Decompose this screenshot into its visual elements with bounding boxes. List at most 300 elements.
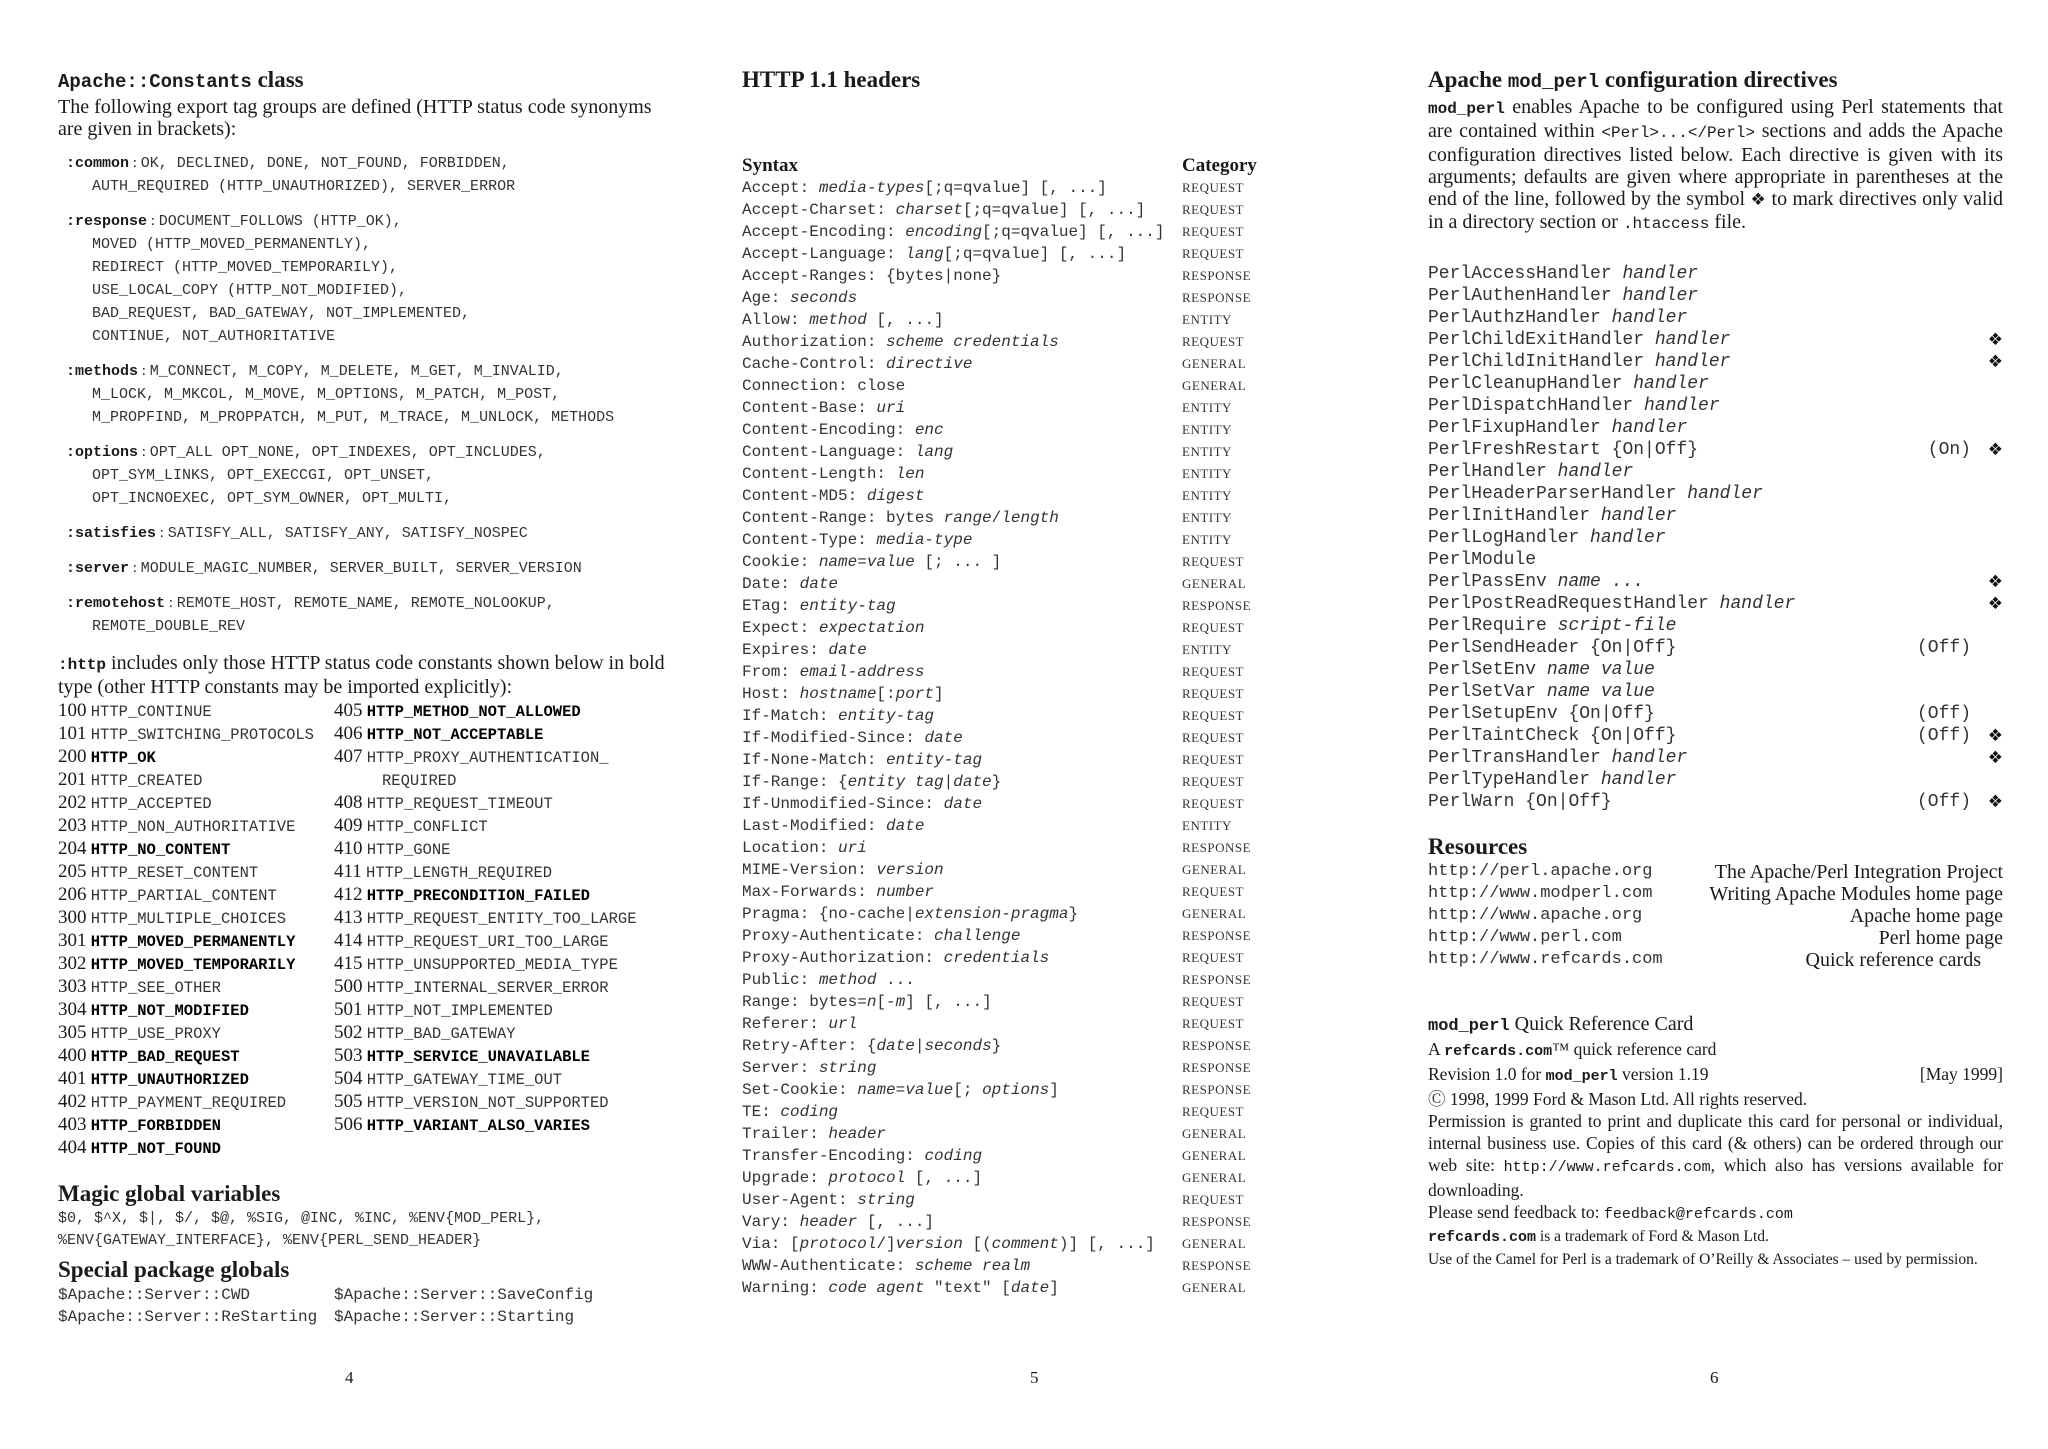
trademark-brand: refcards.com [1428,1229,1537,1246]
directory-only-icon [1983,659,2003,681]
status-code: 203 [58,815,87,836]
page-number: 5 [1030,1368,1039,1387]
header-arg: date [876,1037,915,1055]
directive-arg: {On|Off} [1611,440,1699,460]
directive-arg: handler [1622,286,1699,306]
directive-name: PerlSetEnv [1428,660,1537,680]
table-row [742,331,1262,353]
header-arg: version [895,1235,963,1253]
header-syntax [742,309,1182,331]
status-row [58,723,334,746]
title-code: mod_perl [1507,71,1600,93]
table-row [742,1277,1262,1299]
header-name: Connection: [742,377,858,395]
tag-values: REDIRECT (HTTP_MOVED_TEMPORARILY), [92,259,399,276]
status-code: 506 [334,1114,363,1135]
status-name: HTTP_PAYMENT_REQUIRED [90,1094,287,1112]
revision-date: [May 1999] [1919,1064,2003,1084]
resource-row [1428,927,2003,949]
directive-row [1428,527,2003,549]
status-code: 205 [58,861,87,882]
status-code: 302 [58,953,87,974]
header-arg: [;q=qvalue] [, ...] [943,245,1127,263]
tag-line: :server : MODULE_MAGIC_NUMBER, SERVER_BUILT, SERVER_VERSION [66,560,582,577]
directive-name: PerlAuthenHandler [1428,286,1612,306]
status-row [58,838,334,861]
tag-line [66,325,668,348]
header-arg: uri [876,399,906,417]
status-row [58,930,334,953]
header-syntax [742,793,1182,815]
table-row [742,991,1262,1013]
directive-syntax [1428,571,1644,593]
directive-meta [1971,307,2003,329]
status-row [58,1137,334,1160]
directive-syntax [1428,593,1795,615]
tag-name: :common [66,155,130,172]
header-arg: charset [895,201,963,219]
tag-values: M_PROPFIND, M_PROPPATCH, M_PUT, M_TRACE, M_UNLOCK, METHODS [92,409,615,426]
status-name: HTTP_PROXY_AUTHENTICATION_ [366,749,609,767]
directive-row [1428,637,2003,659]
header-category: GENERAL [1182,1126,1247,1141]
table-row [742,925,1262,947]
table-row [742,463,1262,485]
header-name: If-None-Match: [742,751,887,769]
status-code: 415 [334,953,363,974]
header-arg: method [809,311,867,329]
header-arg: | [943,773,954,791]
header-category: GENERAL [1182,378,1247,393]
table-row [742,507,1262,529]
directive-row [1428,549,2003,571]
header-arg: digest [866,487,925,505]
header-name: Set-Cookie: [742,1081,858,1099]
table-row [742,1145,1262,1167]
table-row [742,1079,1262,1101]
header-arg: bytes= [809,993,867,1011]
tag-values: M_LOCK, M_MKCOL, M_MOVE, M_OPTIONS, M_PATCH, M_POST, [92,386,561,403]
header-category: RESPONSE [1182,1038,1252,1053]
directive-syntax [1428,791,1612,813]
table-row [742,419,1262,441]
table-row [742,309,1262,331]
status-name: HTTP_UNAUTHORIZED [90,1071,249,1089]
header-syntax [742,661,1182,683]
directive-arg: name value [1546,660,1655,680]
directive-meta [1971,681,2003,703]
package-global: $Apache::Server::SaveConfig [334,1286,594,1304]
page-4 [58,0,668,1449]
directive-meta [1971,571,2003,593]
tag-group [66,210,668,348]
header-syntax [742,749,1182,771]
header-category: RESPONSE [1182,268,1252,283]
http-tag-intro [58,652,668,698]
status-code: 206 [58,884,87,905]
header-arg: method [818,971,877,989]
header-syntax [742,485,1182,507]
header-arg: enc [914,421,944,439]
header-category: REQUEST [1182,774,1244,789]
syntax-column-header: Syntax [742,155,798,176]
table-row [742,749,1262,771]
header-name: Pragma: [742,905,819,923]
directory-only-icon [1983,681,2003,703]
directive-name: PerlRequire [1428,616,1547,636]
directory-only-icon [1983,461,2003,483]
table-row [742,177,1262,199]
directive-arg: {On|Off} [1525,792,1612,812]
resource-desc: The Apache/Perl Integration Project [1714,861,2003,883]
header-syntax [742,925,1182,947]
tag-values: CONTINUE, NOT_AUTHORITATIVE [92,328,336,345]
header-arg: {bytes|none} [886,267,1002,285]
header-category: REQUEST [1182,884,1244,899]
directory-only-icon [1983,615,2003,637]
title-text-a: Apache [1428,67,1508,92]
header-syntax [742,419,1182,441]
directive-arg: handler [1611,308,1688,328]
header-name: Cache-Control: [742,355,887,373]
directive-row [1428,373,2003,395]
header-arg: )] [, ...] [1058,1235,1155,1253]
directive-arg: handler [1600,770,1677,790]
directory-only-icon: ❖ [1987,572,2003,592]
status-row [58,1045,334,1068]
status-name: HTTP_PARTIAL_CONTENT [90,887,277,905]
refcards-brand: refcards.com [1444,1043,1553,1060]
permission-text-b: , which also has versions available for downloading. [1428,1155,2003,1200]
title-text: class [251,67,304,92]
header-category: REQUEST [1182,620,1244,635]
header-category: REQUEST [1182,994,1244,1009]
table-row [742,903,1262,925]
table-row [742,397,1262,419]
refcards-link[interactable]: http://www.refcards.com [1503,1159,1711,1176]
header-name: Last-Modified: [742,817,887,835]
directive-arg: {On|Off} [1590,726,1677,746]
header-arg: } [1068,905,1079,923]
directive-row [1428,351,2003,373]
header-arg: /] [876,1235,896,1253]
header-arg: [;q=qvalue] [, ...] [962,201,1146,219]
header-name: If-Unmodified-Since: [742,795,944,813]
status-name: HTTP_PRECONDITION_FAILED [366,887,590,905]
header-category: ENTITY [1182,466,1232,481]
header-arg: ... [876,971,915,989]
tag-name: :remotehost [66,595,166,612]
tag-group [66,557,668,580]
feedback-email-link[interactable]: feedback@refcards.com [1603,1206,1793,1223]
status-name: HTTP_METHOD_NOT_ALLOWED [366,703,581,721]
header-name: Content-Range: [742,509,887,527]
directive-name: PerlHandler [1428,462,1547,482]
header-syntax [742,1123,1182,1145]
header-syntax [742,727,1182,749]
header-name: User-Agent: [742,1191,858,1209]
header-syntax [742,1277,1182,1299]
table-row [742,199,1262,221]
header-category: REQUEST [1182,664,1244,679]
directive-meta [1971,549,2003,571]
header-arg: date [924,729,963,747]
tag-line [66,256,668,279]
resource-url[interactable]: http://www.perl.com [1428,928,1622,947]
directive-arg: handler [1719,594,1796,614]
table-header-row [742,154,1262,177]
directive-meta [1971,329,2003,351]
header-syntax [742,199,1182,221]
status-name: HTTP_SWITCHING_PROTOCOLS [90,726,314,744]
header-category: REQUEST [1182,686,1244,701]
header-name: Max-Forwards: [742,883,877,901]
resource-row [1428,905,2003,927]
header-arg: [( [962,1235,992,1253]
directive-arg: handler [1644,396,1720,416]
header-syntax [742,1101,1182,1123]
status-code: 304 [58,999,87,1020]
directive-syntax [1428,329,1730,351]
status-name: HTTP_OK [90,749,156,767]
tag-group [66,522,668,545]
table-row [742,837,1262,859]
header-name: Content-Base: [742,399,877,417]
tag-line [66,302,668,325]
resource-desc: Writing Apache Modules home page [1709,883,2003,905]
package-globals-title: Special package globals [58,1257,290,1282]
status-row [334,907,668,930]
status-row [58,884,334,907]
status-code: 410 [334,838,363,859]
header-syntax [742,331,1182,353]
directive-row [1428,593,2003,615]
tag-values: OK, DECLINED, DONE, NOT_FOUND, FORBIDDEN, [140,155,510,172]
status-code: 402 [58,1091,87,1112]
header-arg: } [991,1037,1002,1055]
constants-intro: The following export tag groups are defined (HTTP status code synonyms are given in brackets): [58,96,652,140]
resource-row [1428,949,2003,971]
tag-line [66,279,668,302]
header-category: ENTITY [1182,422,1232,437]
header-name: If-Match: [742,707,839,725]
card-origin [1428,1038,2003,1063]
status-name: HTTP_REQUEST_URI_TOO_LARGE [366,933,609,951]
resource-url[interactable]: http://www.modperl.com [1428,884,1653,903]
status-code: 305 [58,1022,87,1043]
header-syntax [742,991,1182,1013]
directive-syntax [1428,637,1676,659]
directive-syntax [1428,615,1676,637]
directive-name: PerlModule [1428,550,1537,570]
status-code: 301 [58,930,87,951]
header-arg: = [857,553,867,571]
status-name: HTTP_USE_PROXY [90,1025,221,1043]
header-name: Expires: [742,641,829,659]
table-row [742,793,1262,815]
directive-default: (Off) [1916,726,1971,746]
status-row [334,1068,668,1091]
directive-syntax [1428,505,1676,527]
header-syntax [742,881,1182,903]
table-row [742,375,1262,397]
directive-meta [1971,615,2003,637]
directive-meta [1917,791,2003,813]
header-name: Date: [742,575,800,593]
header-arg: } [991,773,1002,791]
header-arg: expectation [818,619,925,637]
header-name: Proxy-Authorization: [742,949,944,967]
header-category: RESPONSE [1182,1060,1252,1075]
header-category: ENTITY [1182,532,1232,547]
directive-arg: handler [1633,374,1709,394]
header-name: Server: [742,1059,819,1077]
resource-url[interactable]: http://www.refcards.com [1428,950,1663,969]
directive-syntax [1428,351,1730,373]
directive-default: (Off) [1916,704,1971,724]
directive-syntax [1428,461,1633,483]
status-row [58,792,334,815]
table-row [742,1233,1262,1255]
table-row [742,815,1262,837]
status-row [334,1045,668,1068]
status-name: HTTP_GONE [366,841,451,859]
status-code: 412 [334,884,363,905]
status-name: HTTP_ACCEPTED [90,795,212,813]
directory-only-icon [1983,373,2003,395]
header-arg: header [828,1125,887,1143]
directives-intro [1428,96,2003,235]
status-name: HTTP_BAD_GATEWAY [366,1025,516,1043]
header-arg: len [895,465,925,483]
directive-name: PerlTaintCheck [1428,726,1580,746]
header-arg: code agent [828,1279,935,1297]
header-category: ENTITY [1182,400,1232,415]
header-syntax [742,375,1182,397]
header-name: Accept-Language: [742,245,906,263]
header-arg: | [914,1037,925,1055]
header-arg: name [857,1081,896,1099]
table-row [742,1211,1262,1233]
status-row [334,700,668,723]
resource-row [1428,861,2003,883]
directory-only-icon: ❖ [1987,594,2003,614]
header-arg: string [857,1191,915,1209]
resource-url[interactable]: http://perl.apache.org [1428,862,1653,881]
status-name: HTTP_RESET_CONTENT [90,864,259,882]
directive-row [1428,417,2003,439]
directive-arg: handler [1600,506,1677,526]
package-global: $Apache::Server::CWD [58,1286,251,1304]
table-row [742,705,1262,727]
trademark-line [1428,1226,2003,1249]
header-syntax [742,683,1182,705]
camel-notice: Use of the Camel for Perl is a trademark of O’Reilly & Associates – used by permission. [1428,1251,1978,1268]
header-name: Age: [742,289,791,307]
directive-name: PerlTransHandler [1428,748,1601,768]
directive-row [1428,659,2003,681]
directive-meta [1917,637,2003,659]
status-code: 405 [334,700,363,721]
header-category: RESPONSE [1182,290,1252,305]
directive-syntax [1428,373,1709,395]
header-name: Content-Encoding: [742,421,915,439]
header-syntax [742,1013,1182,1035]
status-code: 408 [334,792,363,813]
directive-row [1428,681,2003,703]
header-name: Public: [742,971,819,989]
directive-syntax [1428,527,1666,549]
directive-row [1428,439,2003,461]
status-code: 500 [334,976,363,997]
header-arg: credentials [943,949,1050,967]
tag-values: OPT_INCNOEXEC, OPT_SYM_OWNER, OPT_MULTI, [92,490,453,507]
table-row [742,1123,1262,1145]
copyright-line: Ⓒ 1998, 1999 Ford & Mason Ltd. All rights reserved. [1428,1089,1808,1109]
header-arg: number [876,883,935,901]
http-status-codes [58,700,668,1160]
header-category: RESPONSE [1182,1214,1252,1229]
directive-syntax [1428,417,1687,439]
header-category: REQUEST [1182,796,1244,811]
directive-name: PerlPassEnv [1428,572,1547,592]
status-code: 204 [58,838,87,859]
header-category: GENERAL [1182,862,1247,877]
status-name: HTTP_MOVED_PERMANENTLY [90,933,296,951]
status-code: 413 [334,907,363,928]
status-code: 101 [58,723,87,744]
header-arg: directive [886,355,973,373]
tag-name: :methods [66,363,139,380]
header-syntax [742,265,1182,287]
permission-text-a: Permission is granted to print and duplicate this card for personal or individual, internal business use. Copies of this card (& others) can be ordered through our web site: [1428,1111,2003,1175]
header-arg: / [991,509,1002,527]
header-name: MIME-Version: [742,861,877,879]
directive-meta [1971,769,2003,791]
header-syntax [742,529,1182,551]
title-text-b: configuration directives [1599,67,1838,92]
status-name: HTTP_REQUEST_TIMEOUT [366,795,553,813]
directory-only-icon [1983,285,2003,307]
card-origin-text: ™ quick reference card [1552,1039,1717,1059]
status-code: 100 [58,700,87,721]
header-name: Content-Length: [742,465,896,483]
header-arg: date [943,795,983,813]
header-arg: protocol [799,1235,877,1253]
status-code: 502 [334,1022,363,1043]
status-name: HTTP_MOVED_TEMPORARILY [90,956,296,974]
directive-meta [1971,417,2003,439]
header-category: ENTITY [1182,818,1232,833]
header-arg: { [838,773,848,791]
directive-syntax [1428,549,1536,571]
header-name: Accept-Ranges: [742,267,887,285]
header-arg: {no-cache| [818,905,915,923]
header-category: ENTITY [1182,444,1232,459]
header-arg: lang [914,443,954,461]
directory-only-icon [1983,637,2003,659]
status-code: 501 [334,999,363,1020]
directive-name: PerlChildInitHandler [1428,352,1645,372]
resource-url[interactable]: http://www.apache.org [1428,906,1643,925]
header-syntax [742,177,1182,199]
directive-syntax [1428,725,1676,747]
status-name: HTTP_CONFLICT [366,818,488,836]
status-row [334,1022,668,1045]
header-syntax [742,903,1182,925]
directive-row [1428,703,2003,725]
tag-values: REMOTE_HOST, REMOTE_NAME, REMOTE_NOLOOKUP, [176,595,555,612]
